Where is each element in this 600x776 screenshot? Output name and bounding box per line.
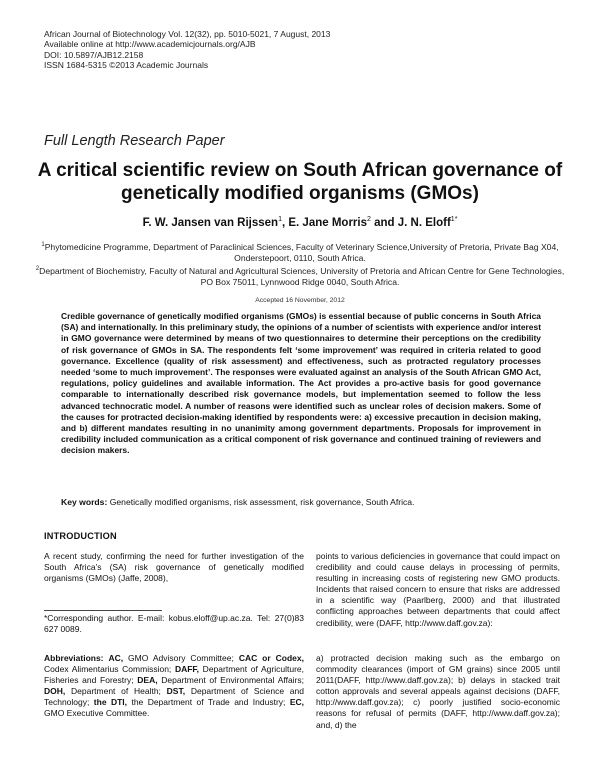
affiliation-text: Department of Biochemistry, Faculty of Natural and Agricultural Sciences, University of Pretoria and African Centre for Gene Technologies, PO Box 75011, Lynnwood Ridge 0040, South Africa.	[39, 265, 565, 288]
author-separator: ,	[281, 216, 289, 229]
corresponding-author-note: *Corresponding author. E-mail: kobus.eloff@up.ac.za. Tel: 27(0)83 627 0089.	[44, 613, 304, 634]
abbreviation-term: DAFF,	[174, 664, 200, 674]
footnote-divider	[44, 610, 162, 611]
affiliation-mark: 1	[41, 242, 45, 248]
author-name: F. W. Jansen van Rijssen	[142, 216, 279, 229]
author-affiliation-mark: 1*	[450, 216, 458, 223]
intro-left-paragraph: A recent study, confirming the need for further investigation of the South Africa’s (SA) risk governance of genetically modified organisms (GMOs) (Jaffe, 2008),	[44, 551, 304, 584]
abbreviation-definition: the Department of Trade and Industry;	[127, 697, 290, 707]
abbreviation-term: DEA,	[137, 675, 158, 685]
abbreviation-term: DST,	[166, 686, 186, 696]
author-affiliation-mark: 2	[367, 216, 371, 223]
paper-type: Full Length Research Paper	[44, 133, 225, 149]
author-name: E. Jane Morris	[288, 216, 367, 229]
issn-line: ISSN 1684-5315 ©2013 Academic Journals	[44, 60, 209, 71]
keywords	[61, 497, 551, 507]
abbreviation-term: DOH,	[44, 686, 66, 696]
accepted-date: Accepted 16 November, 2012	[255, 297, 345, 304]
author-list	[30, 216, 570, 229]
abbreviation-term: the DTI,	[93, 697, 128, 707]
abbreviation-term: EC,	[289, 697, 304, 707]
intro-right-list: a) protracted decision making such as the embargo on commodity clearances (import of GM grains) since 2005 until 2011(DAFF, http://www.daff.gov.za); b) delays in stacked trait cotton approvals and several appeals against decisions (DAFF, http://www.daff.gov.za); c) poorly justified socio-economic reasons for refusal of permits (DAFF, http://www.daff.gov.za); and, d) the	[316, 653, 560, 730]
keywords-text: Genetically modified organisms, risk assessment, risk governance, South Africa.	[107, 497, 415, 507]
paper-title: A critical scientific review on South African governance of genetically modified organisms (GMOs)	[37, 160, 563, 204]
affiliation-text: Phytomedicine Programme, Department of Paraclinical Sciences, Faculty of Veterinary Science,University of Pretoria, Private Bag X04, Onderstepoort, 0110, South Africa.	[44, 241, 559, 264]
doi-line: DOI: 10.5897/AJB12.2158	[44, 49, 144, 60]
abbreviation-definition: Codex Alimentarius Commission;	[44, 664, 175, 674]
abbreviations	[44, 653, 304, 719]
journal-line: African Journal of Biotechnology Vol. 12(32), pp. 5010-5021, 7 August, 2013	[44, 29, 331, 39]
abstract: Credible governance of genetically modified organisms (GMOs) is essential because of public concerns in South Africa (SA) and internationally. In this preliminary study, the opinions of a number of scientists with experience and/or interest in GMO governance were determined by means of two questionnaires to determine their perceptions on the credibility of risk governance of GMOs in SA. The respondents felt ‘some improvement’ was required in criteria related to good governance. Excellence (quality of risk assessment) and effectiveness, such as protracted regulatory processes needed ‘some to much improvement’. The responses were evaluated against an analysis of the South African GMO Act, regulations, policy guidelines and available information. The Act provides a pro-active basis for good governance comparable to internationally described risk governance models, but implementation seemed to follow the less advanced technocratic model. A number of reasons were identified such as unclear roles of decision makers. Some of the causes for protracted decision-making identified by respondents were: a) excessive precaution in decision making, and b) different mandates resulting in no unanimity among government departments. Proposals for improvement in credibility included communication as a critical component of risk governance and continued training of reviewers and decision makers.	[61, 311, 541, 456]
available-online-line: Available online at http://www.academicjournals.org/AJB	[44, 39, 256, 50]
author-name: J. N. Eloff	[397, 216, 451, 229]
abbreviation-definition: Department of Environmental Affairs;	[157, 675, 304, 685]
journal-header	[44, 29, 330, 71]
author-affiliation-mark: 1	[278, 216, 282, 223]
abbreviation-definition: Department of Health;	[65, 686, 167, 696]
author-separator: and	[370, 216, 398, 229]
section-heading-introduction: INTRODUCTION	[44, 531, 117, 541]
intro-right-paragraph: points to various deficiencies in governance that could impact on credibility and could cause delays in processing of permits, resulting in increasing costs of registering new GMO products. Incidents that raised concern to ensure that risks are addressed in a scientific way (Paarlberg, 2000) and that illustrated conflicting approaches between departments that could affect credibility, were (DAFF, http://www.daff.gov.za):	[316, 551, 560, 628]
abbreviation-definition: Department of Science and Technology;	[44, 686, 304, 707]
abbreviations-label: Abbreviations:	[44, 653, 104, 663]
abbreviation-definition: GMO Advisory Committee;	[123, 653, 239, 663]
abbreviation-definition: GMO Executive Committee.	[44, 708, 150, 718]
keywords-label: Key words:	[61, 497, 108, 507]
affiliation	[34, 264, 566, 288]
affiliation-mark: 2	[35, 266, 40, 272]
affiliation	[34, 240, 566, 264]
abbreviation-definition: Department of Agriculture, Fisheries and Forestry;	[44, 664, 304, 685]
abbreviation-term: AC,	[108, 653, 124, 663]
abbreviation-term: CAC or Codex,	[238, 653, 304, 663]
